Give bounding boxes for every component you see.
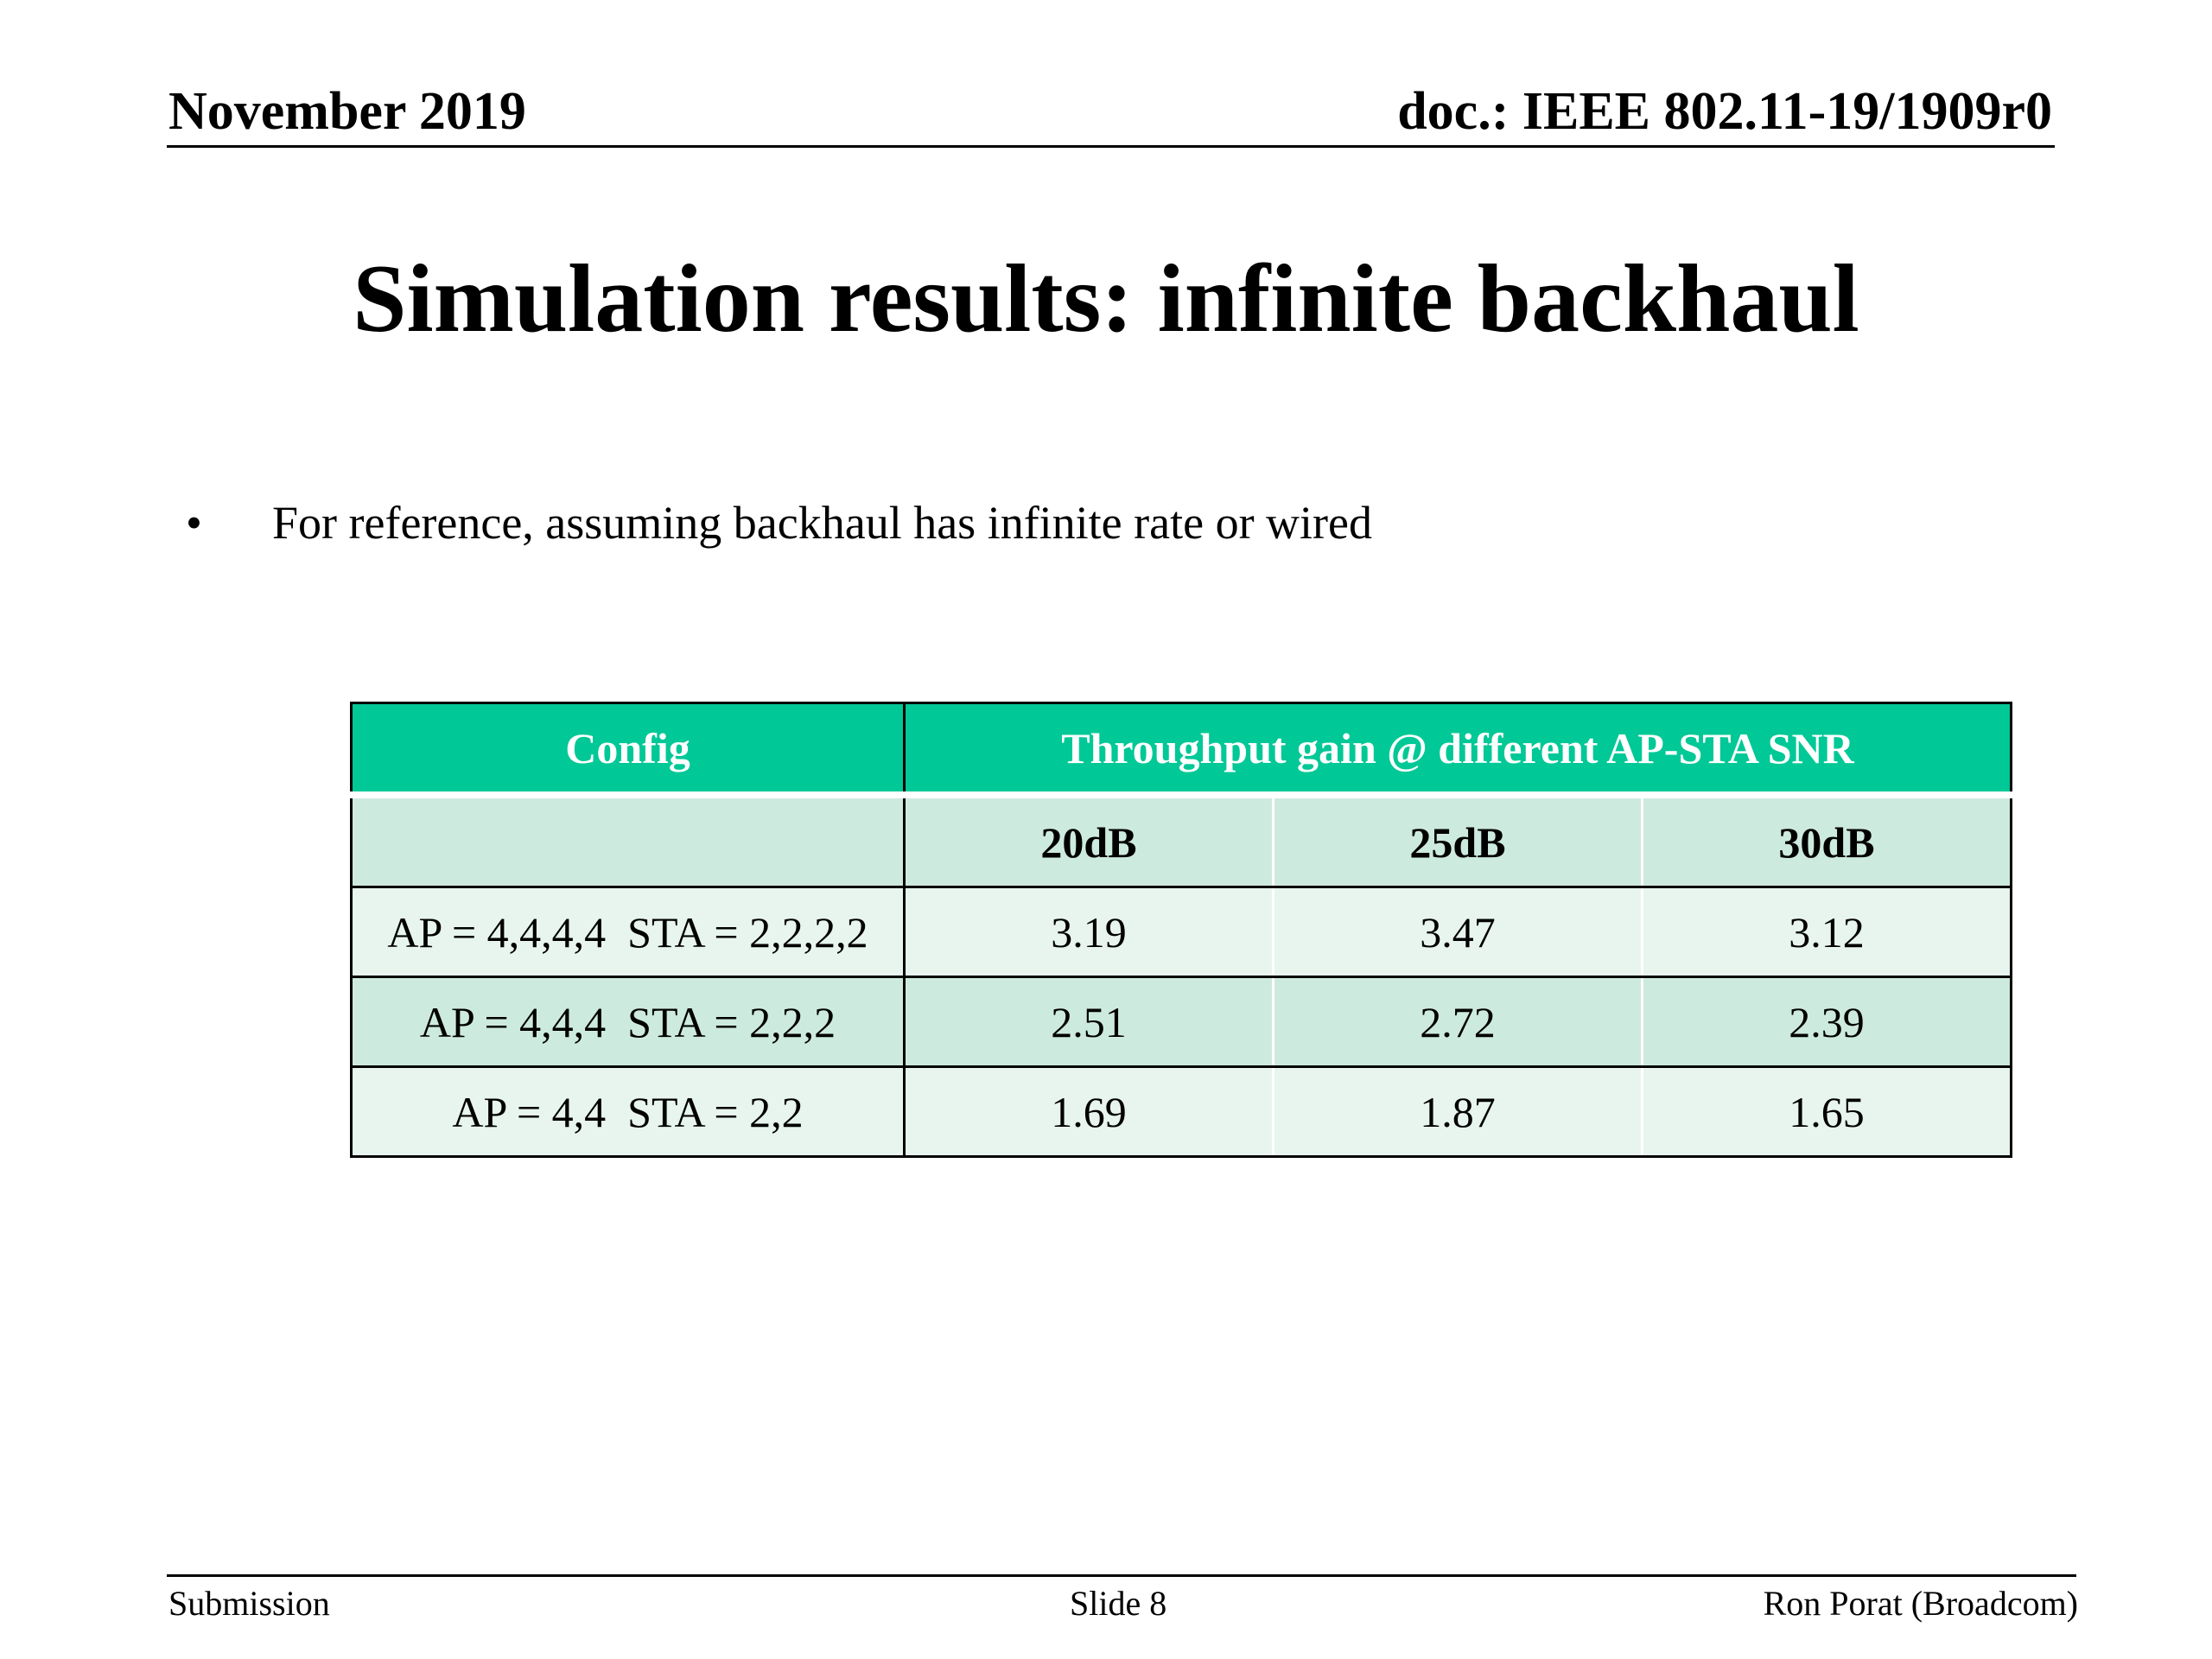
row-value: 3.19 xyxy=(905,887,1274,977)
footer-divider xyxy=(167,1574,2076,1577)
bullet-icon: • xyxy=(186,497,202,549)
footer-submission: Submission xyxy=(168,1584,330,1623)
header-date: November 2019 xyxy=(168,82,526,141)
bullet-text: For reference, assuming backhaul has infinite rate or wired xyxy=(272,497,1373,549)
slide-title: Simulation results: infinite backhaul xyxy=(353,245,1859,353)
table-row xyxy=(352,977,2012,1067)
row-value: 2.72 xyxy=(1274,977,1643,1067)
footer-slide-number: Slide 8 xyxy=(1070,1584,1167,1623)
table-subheader-row xyxy=(352,795,2012,887)
header-config: Config xyxy=(352,703,905,796)
row-value: 3.12 xyxy=(1643,887,2012,977)
row-config: AP = 4,4,4,4 STA = 2,2,2,2 xyxy=(352,887,905,977)
table-row xyxy=(352,1067,2012,1157)
row-value: 1.69 xyxy=(905,1067,1274,1157)
row-value: 2.51 xyxy=(905,977,1274,1067)
row-value: 1.87 xyxy=(1274,1067,1643,1157)
header-doc-id: doc.: IEEE 802.11-19/1909r0 xyxy=(1397,82,2052,141)
table-row xyxy=(352,887,2012,977)
header-divider xyxy=(167,145,2055,148)
header-throughput: Throughput gain @ different AP-STA SNR xyxy=(905,703,2012,796)
row-value: 2.39 xyxy=(1643,977,2012,1067)
subheader-snr-25: 25dB xyxy=(1274,795,1643,887)
subheader-snr-20: 20dB xyxy=(905,795,1274,887)
results-table xyxy=(350,702,2012,1158)
subheader-snr-30: 30dB xyxy=(1643,795,2012,887)
row-value: 3.47 xyxy=(1274,887,1643,977)
row-config: AP = 4,4 STA = 2,2 xyxy=(352,1067,905,1157)
footer-author: Ron Porat (Broadcom) xyxy=(1763,1584,2078,1623)
row-value: 1.65 xyxy=(1643,1067,2012,1157)
subheader-empty xyxy=(352,795,905,887)
table-header-row xyxy=(352,703,2012,796)
row-config: AP = 4,4,4 STA = 2,2,2 xyxy=(352,977,905,1067)
